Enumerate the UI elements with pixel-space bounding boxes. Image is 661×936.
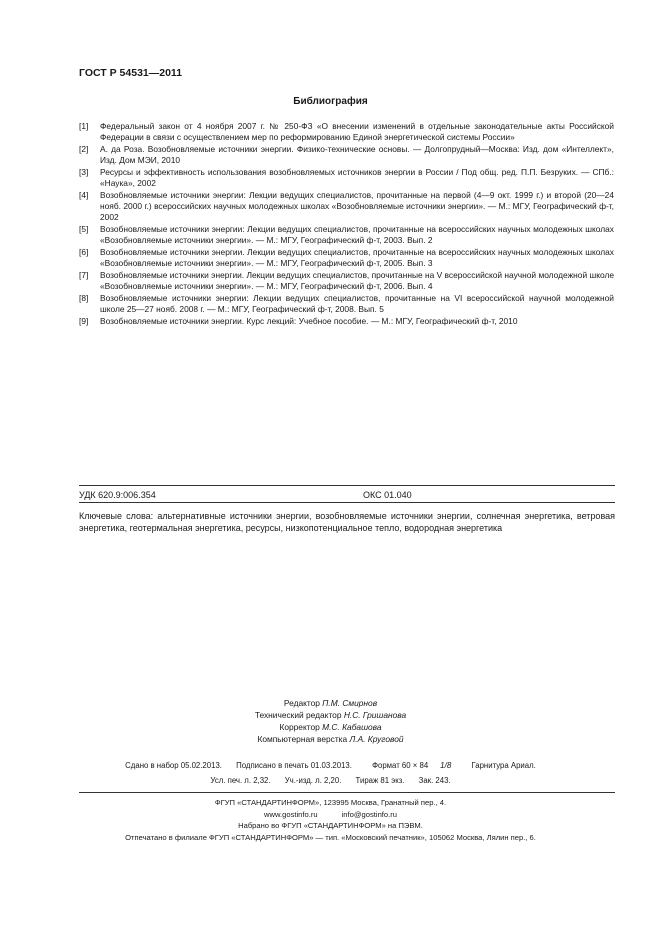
- entry-text: Возобновляемые источники энергии: Лекции ведущих специалистов, прочитанные на VI всероссийской научной молодежной школе 25—27 нояб. 2008 г. — М.: МГУ, Географический ф-т, 2008. Вып. 5: [100, 293, 614, 314]
- bibliography-entry: [79, 144, 614, 166]
- bibliography-entry: [79, 190, 614, 223]
- entry-number: [5]: [79, 224, 89, 234]
- credit-name: П.М. Смирнов: [322, 698, 378, 708]
- bibliography-entry: [79, 316, 614, 327]
- publisher-block: [0, 797, 661, 843]
- document-code: ГОСТ Р 54531—2011: [79, 67, 183, 79]
- entry-text: Возобновляемые источники энергии: Лекции ведущих специалистов, прочитанные на всероссийских научных молодежных школах «Возобновляемые источники энергии». — М.: МГУ, Географический ф-т, 2003. Вып. 2: [100, 224, 614, 245]
- bibliography-entry: [79, 167, 614, 189]
- bibliography-entry: [79, 224, 614, 246]
- sent-to-set: Сдано в набор 05.02.2013.: [125, 761, 222, 770]
- entry-text: Федеральный закон от 4 ноября 2007 г. № 250-ФЗ «О внесении изменений в отдельные законодательные акты Российской Федерации в связи с осуществлением мер по реформированию Единой энергетической системы России»: [100, 121, 614, 142]
- credit-name: Н.С. Гришанова: [343, 710, 407, 720]
- credit-name: Л.А. Круговой: [349, 734, 404, 744]
- publisher-address: ФГУП «СТАНДАРТИНФОРМ», 123995 Москва, Гранатный пер., 4.: [214, 798, 447, 807]
- entry-text: Возобновляемые источники энергии: Лекции ведущих специалистов, прочитанные на первой (4—9 окт. 1999 г.) и второй (20—24 нояб. 2000 г.) всероссийских научных молодежных школах «Возобновляемые источники энергии». — М.: МГУ, Географический ф-т, 2002: [100, 190, 614, 222]
- udk-code: УДК 620.9:006.354: [79, 490, 156, 500]
- credits-block: [0, 697, 661, 745]
- bibliography-entry: [79, 247, 614, 269]
- credit-role: Корректор: [279, 722, 320, 732]
- credit-tech-editor: [0, 709, 661, 721]
- divider: [79, 792, 615, 793]
- entry-number: [2]: [79, 144, 89, 154]
- classification-block: [79, 485, 615, 503]
- entry-text: Ресурсы и эффективность использования возобновляемых источников энергии в России / Под общ. ред. П.П. Безруких. — СПб.: «Наука», 2002: [100, 167, 614, 188]
- entry-text: Возобновляемые источники энергии. Лекции ведущих специалистов, прочитанные на V всероссийской научной молодежной школе «Возобновляемые источники энергии». — М.: МГУ, Географический ф-т, 2006. Вып. 4: [100, 270, 614, 291]
- print-row-dates: [0, 758, 661, 773]
- format-fraction: 1/8: [440, 761, 452, 770]
- credit-proofreader: [0, 721, 661, 733]
- entry-number: [3]: [79, 167, 89, 177]
- entry-number: [9]: [79, 316, 89, 326]
- typeface: Гарнитура Ариал.: [471, 761, 536, 770]
- entry-text: Возобновляемые источники энергии. Курс лекций: Учебное пособие. — М.: МГУ, Географический ф-т, 2010: [100, 316, 518, 326]
- printed-note: Отпечатано в филиале ФГУП «СТАНДАРТИНФОРМ» — тип. «Московский печатник», 105062 Москва, Лялин пер., 6.: [125, 832, 536, 842]
- entry-text: Возобновляемые источники энергии. Лекции ведущих специалистов, прочитанные на всероссийских научных молодежных школах «Возобновляемые источники энергии». — М.: МГУ, Географический ф-т, 2005. Вып. 3: [100, 247, 614, 268]
- oks-code: ОКС 01.040: [363, 490, 412, 500]
- entry-number: [7]: [79, 270, 89, 280]
- bibliography-title: Библиография: [293, 96, 368, 107]
- credit-role: Редактор: [283, 698, 320, 708]
- credit-layout: [0, 733, 661, 745]
- credit-name: М.С. Кабашова: [322, 722, 382, 732]
- publisher-sheets: Уч.-изд. л. 2,20.: [284, 776, 342, 785]
- format-value: Формат 60 × 84: [372, 761, 429, 770]
- bibliography-entry: [79, 121, 614, 143]
- website-link[interactable]: www.gostinfo.ru: [263, 809, 318, 819]
- keywords: Ключевые слова: альтернативные источники энергии, возобновляемые источники энергии, солнечная энергетика, ветровая энергетика, геотермальная энергетика, ресурсы, низкопотенциальное тепло, водородная энергетика: [79, 511, 615, 533]
- entry-text: А. да Роза. Возобновляемые источники энергии. Физико-технические основы. — Долгопрудный—Москва: Изд. дом «Интеллект», Изд. Дом МЭИ, 2010: [100, 144, 614, 165]
- credit-role: Компьютерная верстка: [257, 734, 348, 744]
- order-number: Зак. 243.: [418, 776, 451, 785]
- print-sheets: Усл. печ. л. 2,32.: [210, 776, 271, 785]
- credit-role: Технический редактор: [254, 710, 342, 720]
- typeset-note: Набрано во ФГУП «СТАНДАРТИНФОРМ» на ПЭВМ.: [238, 821, 423, 830]
- credit-editor: [0, 697, 661, 709]
- entry-number: [4]: [79, 190, 89, 200]
- entry-number: [1]: [79, 121, 89, 131]
- bibliography-list: [79, 121, 614, 328]
- entry-number: [6]: [79, 247, 89, 257]
- print-run: Тираж 81 экз.: [355, 776, 405, 785]
- signed-to-print: Подписано в печать 01.03.2013.: [236, 761, 352, 770]
- print-row-volume: [0, 773, 661, 788]
- bibliography-entry: [79, 270, 614, 292]
- print-info: [0, 758, 661, 788]
- format: [366, 761, 457, 770]
- publisher-contacts: [0, 809, 661, 821]
- entry-number: [8]: [79, 293, 89, 303]
- bibliography-entry: [79, 293, 614, 315]
- email-link[interactable]: info@gostinfo.ru: [341, 809, 398, 819]
